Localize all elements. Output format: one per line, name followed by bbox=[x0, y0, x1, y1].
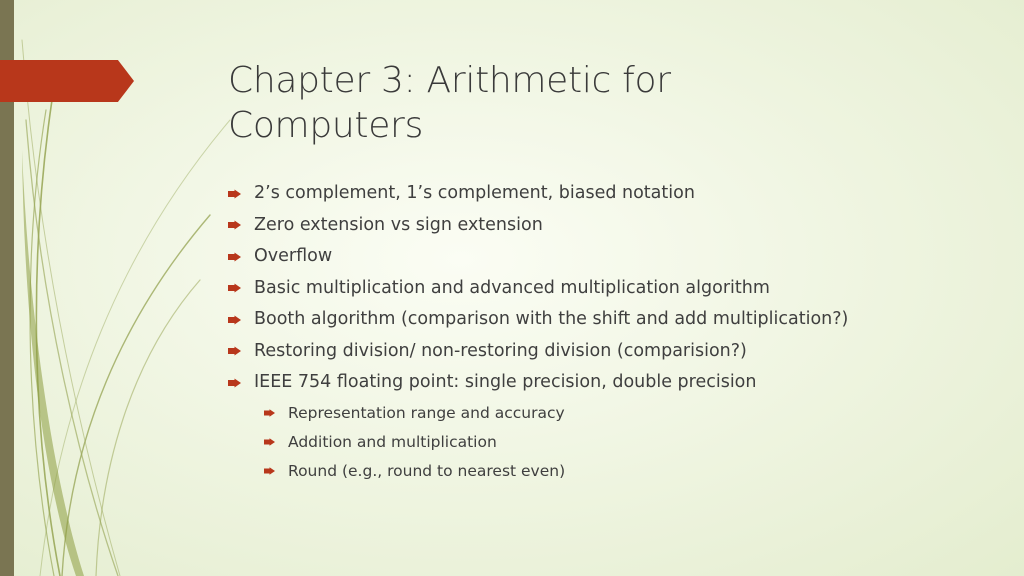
bullet-list bbox=[228, 178, 998, 486]
arrow-bullet-icon bbox=[264, 438, 275, 446]
bullet-text: Restoring division/ non-restoring division (comparision?) bbox=[254, 340, 747, 361]
arrow-bullet-icon bbox=[264, 409, 275, 417]
arrow-bullet-icon bbox=[228, 189, 241, 198]
slide-title bbox=[228, 58, 968, 148]
accent-arrow-shape bbox=[0, 60, 134, 102]
bullet-item bbox=[228, 304, 998, 336]
sub-bullet-text: Round (e.g., round to nearest even) bbox=[288, 461, 566, 480]
arrow-bullet-icon bbox=[264, 467, 275, 475]
sub-bullet-item bbox=[228, 399, 998, 428]
slide-title-line-2: Computers bbox=[228, 105, 424, 146]
bullet-item bbox=[228, 210, 998, 242]
bullet-text: 2’s complement, 1’s complement, biased notation bbox=[254, 183, 695, 203]
arrow-bullet-icon bbox=[228, 347, 241, 356]
bullet-text: Booth algorithm (comparison with the shift and add multiplication?) bbox=[254, 309, 849, 329]
bullet-item bbox=[228, 367, 998, 399]
arrow-bullet-icon bbox=[228, 378, 241, 387]
bullet-text: IEEE 754 floating point: single precision, double precision bbox=[254, 372, 757, 392]
bullet-text: Basic multiplication and advanced multiplication algorithm bbox=[254, 277, 770, 298]
arrow-bullet-icon bbox=[228, 315, 241, 324]
bullet-text: Overflow bbox=[254, 246, 333, 266]
slide-title-line-1: Chapter 3: Arithmetic for bbox=[228, 60, 671, 101]
bullet-item bbox=[228, 241, 998, 273]
bullet-item bbox=[228, 336, 998, 368]
sub-bullet-text: Addition and multiplication bbox=[288, 432, 497, 451]
sub-bullet-item bbox=[228, 428, 998, 457]
sub-bullet-text: Representation range and accuracy bbox=[288, 403, 565, 422]
bullet-text: Zero extension vs sign extension bbox=[254, 214, 543, 235]
arrow-bullet-icon bbox=[228, 284, 241, 293]
bullet-item bbox=[228, 178, 998, 210]
sub-bullet-item bbox=[228, 457, 998, 486]
arrow-bullet-icon bbox=[228, 221, 241, 230]
arrow-bullet-icon bbox=[228, 252, 241, 261]
bullet-item bbox=[228, 273, 998, 305]
